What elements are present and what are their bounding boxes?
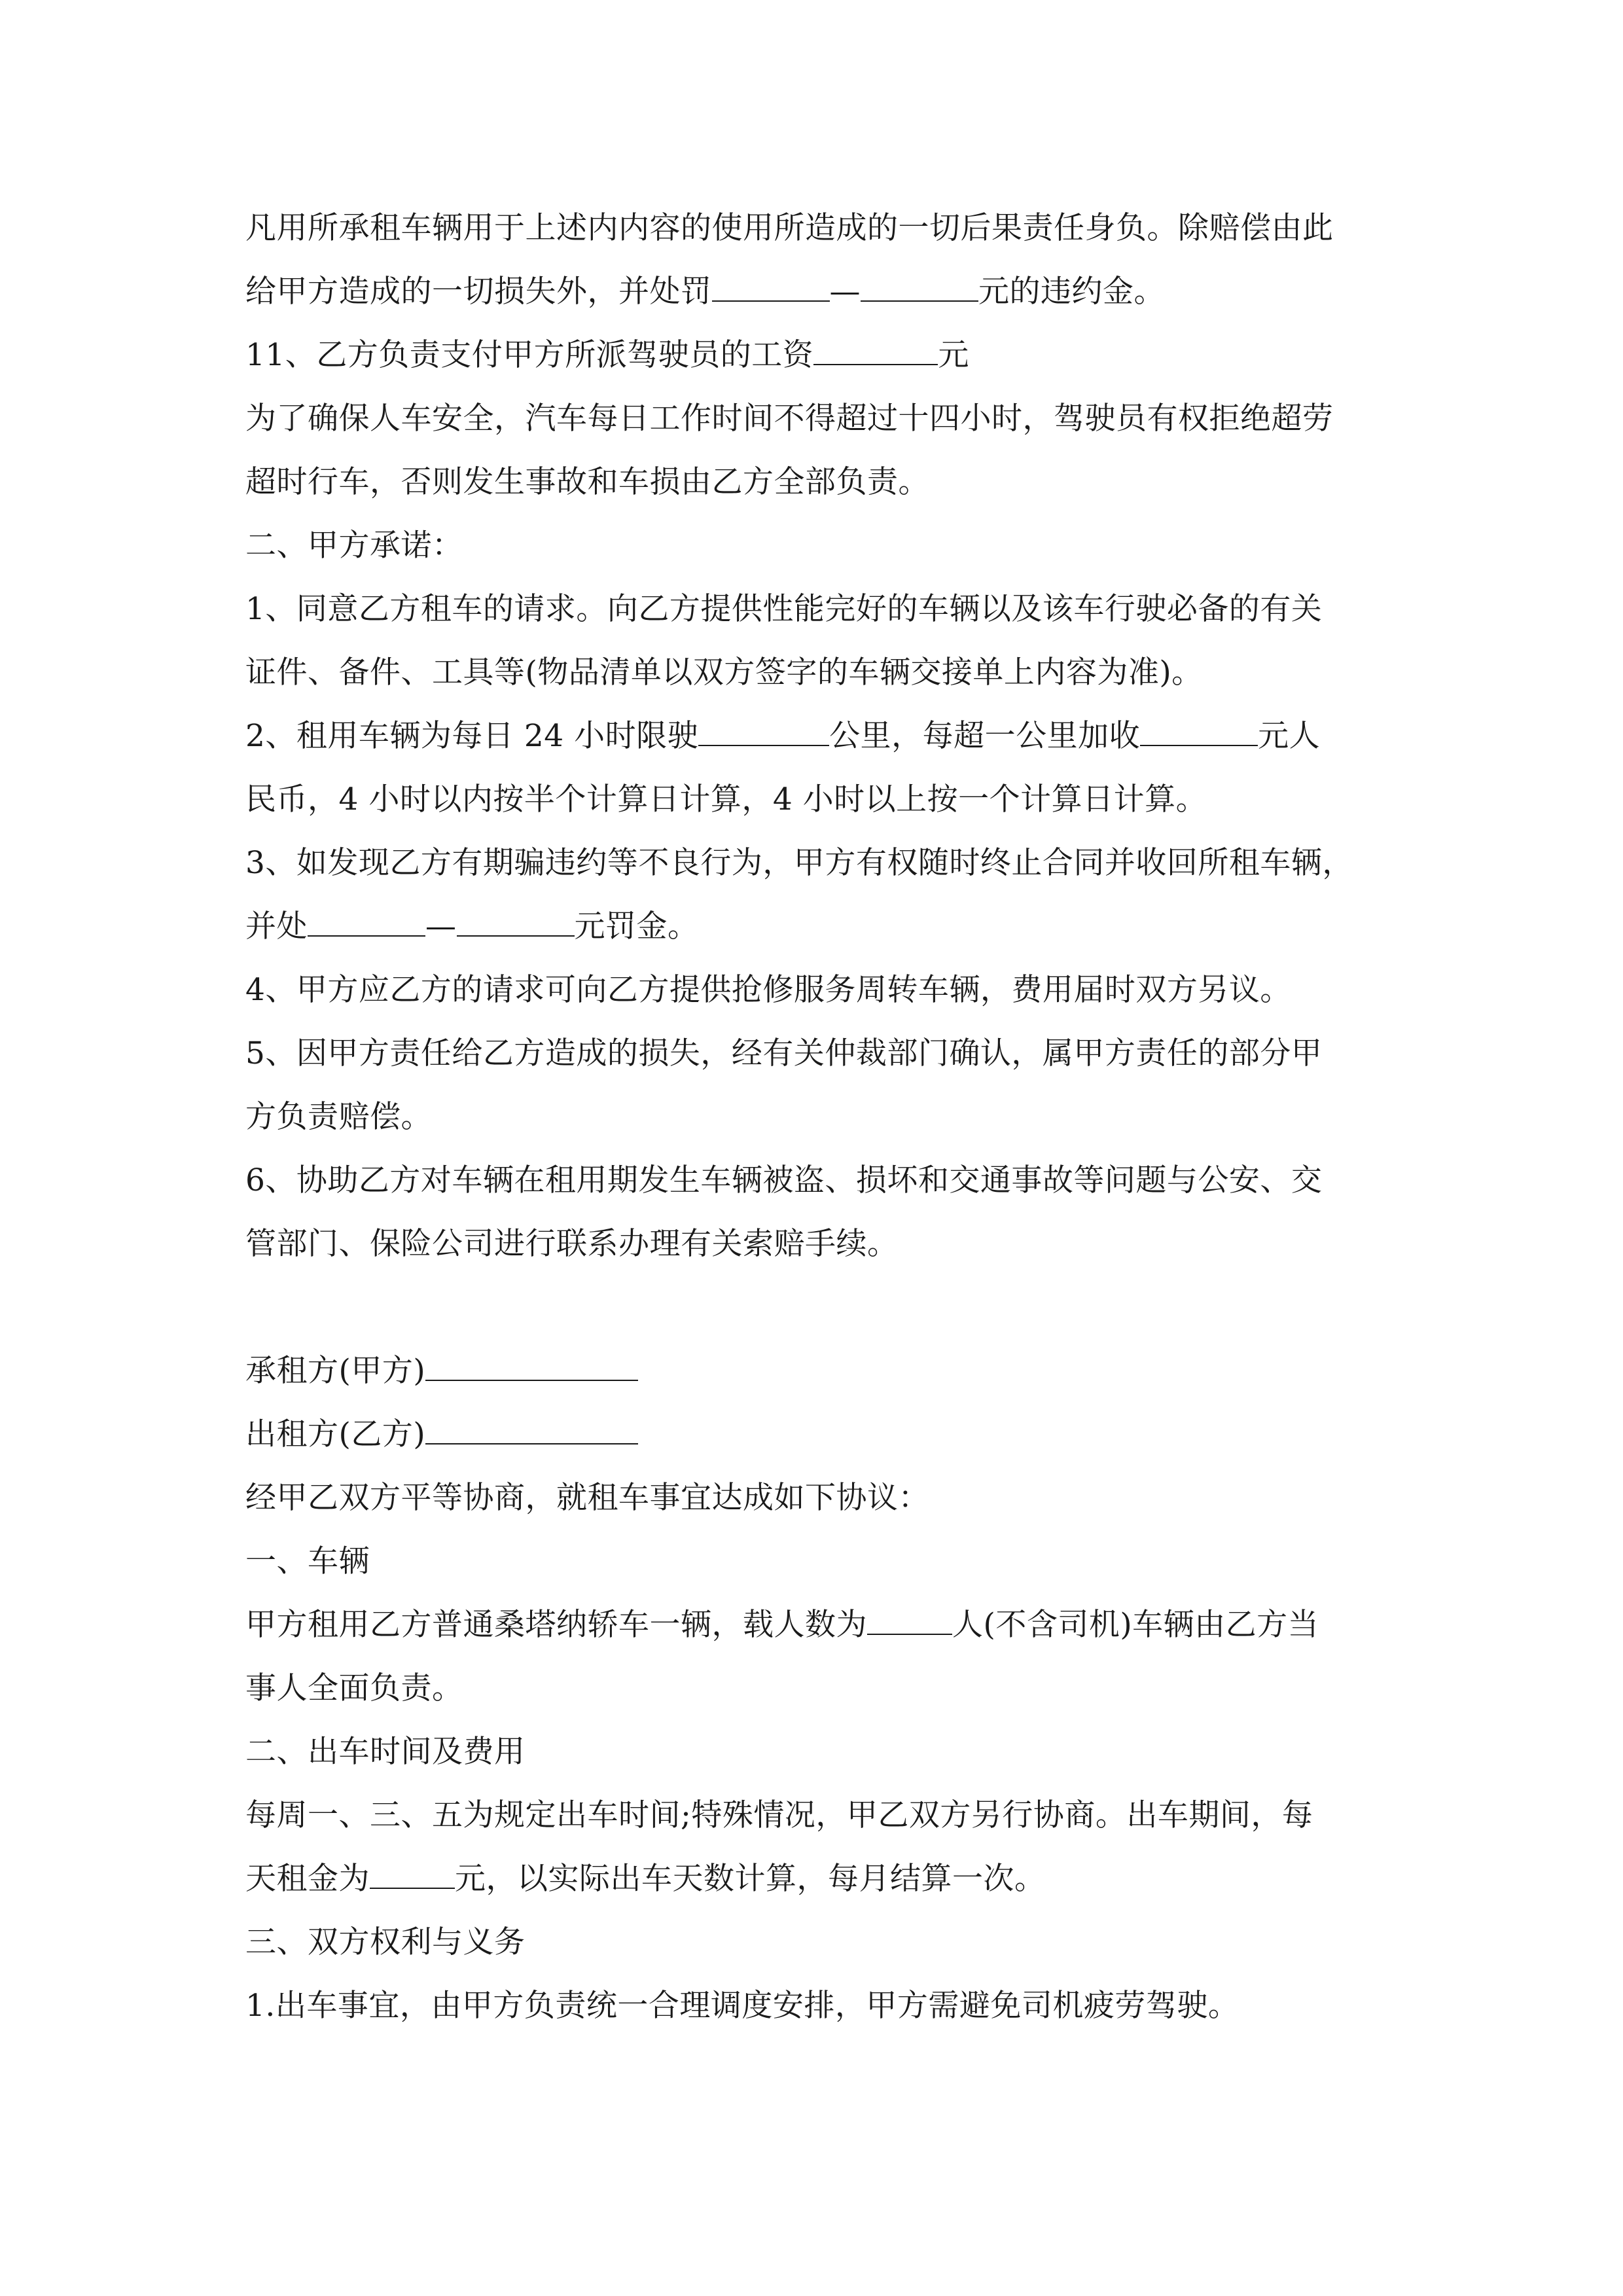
fill-blank <box>867 1607 952 1635</box>
fill-blank <box>813 338 938 365</box>
signature-blank <box>425 1354 638 1381</box>
text-line: 方负责赔偿。 <box>245 1099 432 1135</box>
signature-line-lessee: 承租方(甲方) <box>245 1339 1384 1403</box>
text-line: 事人全面负责。 <box>245 1670 463 1706</box>
text-line: 4、甲方应乙方的请求可向乙方提供抢修服务周转车辆，费用届时双方另议。 <box>245 972 1291 1008</box>
fill-blank <box>1140 719 1258 746</box>
text-line: 凡用所承租车辆用于上述内内容的使用所造成的一切后果责任身负。除赔偿由此 <box>245 210 1334 246</box>
text-line: 并处 — 元罚金。 <box>245 908 699 944</box>
text-line: 超时行车，否则发生事故和车损由乙方全部负责。 <box>245 464 929 500</box>
section-heading: 二、甲方承诺： <box>245 528 463 564</box>
text-line: 证件、备件、工具等(物品清单以双方签字的车辆交接单上内容为准)。 <box>245 655 1203 691</box>
text-line: 每周一、三、五为规定出车时间;特殊情况，甲乙双方另行协商。出车期间，每 <box>245 1797 1313 1833</box>
fill-blank <box>861 274 978 302</box>
text-line: 天租金为 元，以实际出车天数计算，每月结算一次。 <box>245 1861 1046 1897</box>
text-line: 6、协助乙方对车辆在租用期发生车辆被盗、损坏和交通事故等问题与公安、交 <box>245 1162 1323 1198</box>
signature-line-lessor: 出租方(乙方) <box>245 1403 1384 1466</box>
section-heading: 二、出车时间及费用 <box>245 1734 526 1770</box>
text-line: 民币，4 小时以内按半个计算日计算，4 小时以上按一个计算日计算。 <box>245 781 1207 817</box>
text-line: 甲方租用乙方普通桑塔纳轿车一辆，载人数为 人(不含司机)车辆由乙方当 <box>245 1607 1319 1643</box>
text-line: 为了确保人车安全，汽车每日工作时间不得超过十四小时，驾驶员有权拒绝超劳 <box>245 401 1334 437</box>
text-line: 2、租用车辆为每日 24 小时限驶 公里，每超一公里加收 元人 <box>245 718 1321 754</box>
section-heading: 一、车辆 <box>245 1543 370 1579</box>
text-line: 管部门、保险公司进行联系办理有关索赔手续。 <box>245 1226 899 1262</box>
text-line: 经甲乙双方平等协商，就租车事宜达成如下协议： <box>245 1480 929 1516</box>
text-line: 1、同意乙方租车的请求。向乙方提供性能完好的车辆以及该车行驶必备的有关 <box>245 591 1323 627</box>
blank-gap <box>245 1276 1384 1339</box>
text-line: 11、乙方负责支付甲方所派驾驶员的工资 元 <box>245 337 969 373</box>
text-line: 给甲方造成的一切损失外，并处罚 — 元的违约金。 <box>245 274 1165 310</box>
text-line: 1.出车事宜，由甲方负责统一合理调度安排，甲方需避免司机疲劳驾驶。 <box>245 1988 1240 2024</box>
fill-blank <box>370 1861 455 1889</box>
fill-blank <box>308 909 425 937</box>
fill-blank <box>712 274 830 302</box>
contract-body <box>245 196 1384 2037</box>
signature-blank <box>425 1417 638 1444</box>
fill-blank <box>457 909 575 937</box>
section-heading: 三、双方权利与义务 <box>245 1924 526 1960</box>
text-line: 5、因甲方责任给乙方造成的损失，经有关仲裁部门确认，属甲方责任的部分甲 <box>245 1035 1323 1071</box>
text-line: 3、如发现乙方有期骗违约等不良行为，甲方有权随时终止合同并收回所租车辆， <box>245 845 1353 881</box>
fill-blank <box>698 719 829 746</box>
